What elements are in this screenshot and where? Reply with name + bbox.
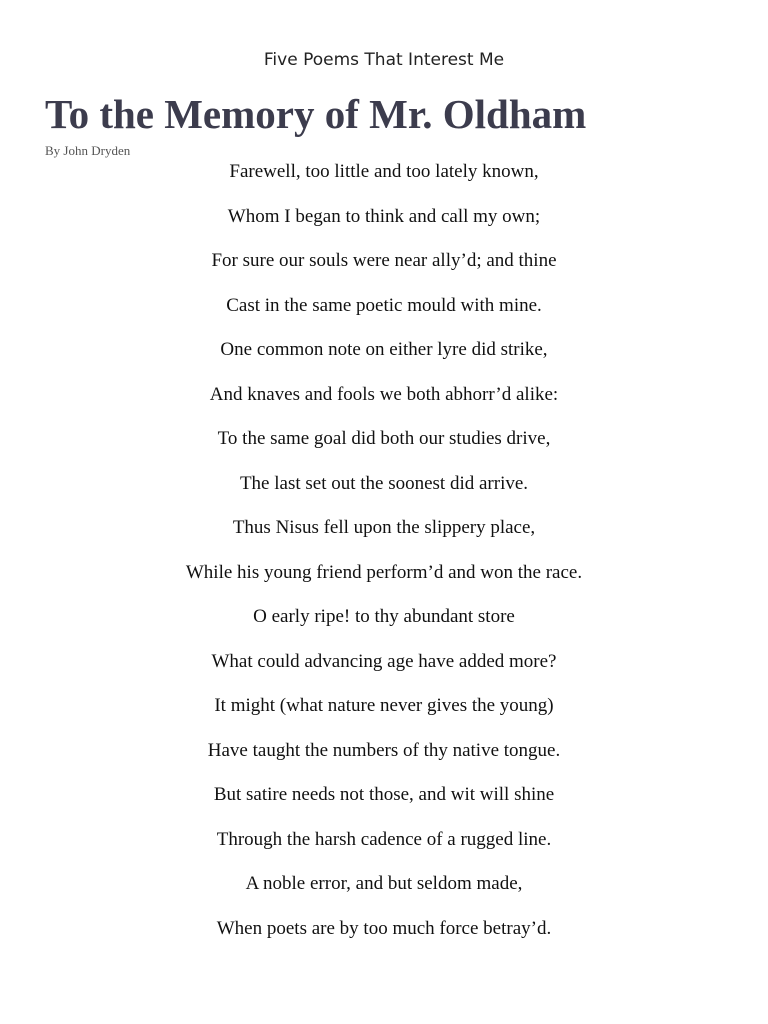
poem-line: What could advancing age have added more? xyxy=(211,650,557,672)
poem-line: To the same goal did both our studies drive, xyxy=(217,428,551,449)
poem-body xyxy=(0,157,768,958)
poem-line: It might (what nature never gives the young) xyxy=(214,695,554,716)
poem-line: A noble error, and but seldom made, xyxy=(245,873,523,894)
poem-line: And knaves and fools we both abhorr’d alike: xyxy=(209,383,559,405)
page-header: Five Poems That Interest Me xyxy=(263,50,505,70)
poem-line: For sure our souls were near ally’d; and thine xyxy=(211,250,557,271)
poem-line: Thus Nisus fell upon the slippery place, xyxy=(232,517,536,538)
poem-line: Cast in the same poetic mould with mine. xyxy=(226,294,542,316)
poem-line: One common note on either lyre did strike, xyxy=(220,339,548,360)
poem-line: While his young friend perform’d and won the race. xyxy=(185,561,583,583)
poem-line: Farewell, too little and too lately known, xyxy=(229,161,539,182)
poem-line: O early ripe! to thy abundant store xyxy=(253,606,515,627)
poem-line: Through the harsh cadence of a rugged line. xyxy=(216,828,552,850)
poem-title: To the Memory of Mr. Oldham xyxy=(45,91,587,137)
poem-line: Have taught the numbers of thy native tongue. xyxy=(207,739,561,761)
poem-line: The last set out the soonest did arrive. xyxy=(239,472,529,494)
poem-byline: By John Dryden xyxy=(45,143,131,158)
poem-line: But satire needs not those, and wit will shine xyxy=(213,784,555,805)
poem-line: Whom I began to think and call my own; xyxy=(227,205,541,227)
poem-line: When poets are by too much force betray’d. xyxy=(216,917,552,939)
